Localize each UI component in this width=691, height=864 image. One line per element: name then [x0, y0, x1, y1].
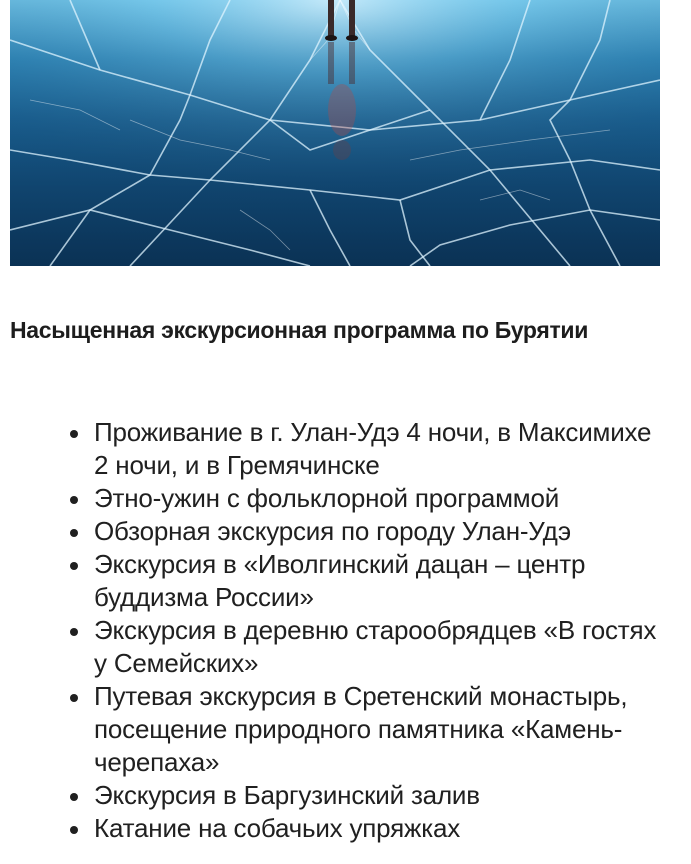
- section-heading: Насыщенная экскурсионная программа по Бурятии: [10, 317, 589, 343]
- ice-cracks-image: [10, 0, 660, 266]
- list-item: [64, 779, 664, 812]
- list-item-text: Экскурсия в деревню старообрядцев «В гостях у Семейских»: [94, 615, 657, 678]
- bullet-icon: [70, 826, 78, 834]
- bullet-icon: [70, 430, 78, 438]
- bullet-icon: [70, 562, 78, 570]
- bullet-icon: [70, 496, 78, 504]
- list-item: [64, 548, 664, 614]
- bullet-icon: [70, 793, 78, 801]
- list-item-text: Путевая экскурсия в Сретенский монастырь, посещение природного памятника «Камень-черепаха»: [94, 681, 628, 777]
- program-list: [64, 416, 664, 845]
- frozen-lake-photo: [10, 0, 660, 266]
- list-item: [64, 614, 664, 680]
- list-item-text: Этно-ужин с фольклорной программой: [94, 483, 560, 513]
- list-item: [64, 812, 664, 845]
- bullet-icon: [70, 628, 78, 636]
- bullet-icon: [70, 694, 78, 702]
- list-item-text: Проживание в г. Улан-Удэ 4 ночи, в Максимихе 2 ночи, и в Гремячинске: [94, 417, 652, 480]
- list-item-text: Катание на собачьих упряжках: [94, 813, 461, 843]
- list-item: [64, 416, 664, 482]
- list-item-text: Экскурсия в Баргузинский залив: [94, 780, 480, 810]
- list-item: [64, 680, 664, 779]
- list-item: [64, 482, 664, 515]
- list-item: [64, 515, 664, 548]
- list-item-text: Экскурсия в «Иволгинский дацан – центр буддизма России»: [94, 549, 586, 612]
- bullet-icon: [70, 529, 78, 537]
- list-item-text: Обзорная экскурсия по городу Улан-Удэ: [94, 516, 571, 546]
